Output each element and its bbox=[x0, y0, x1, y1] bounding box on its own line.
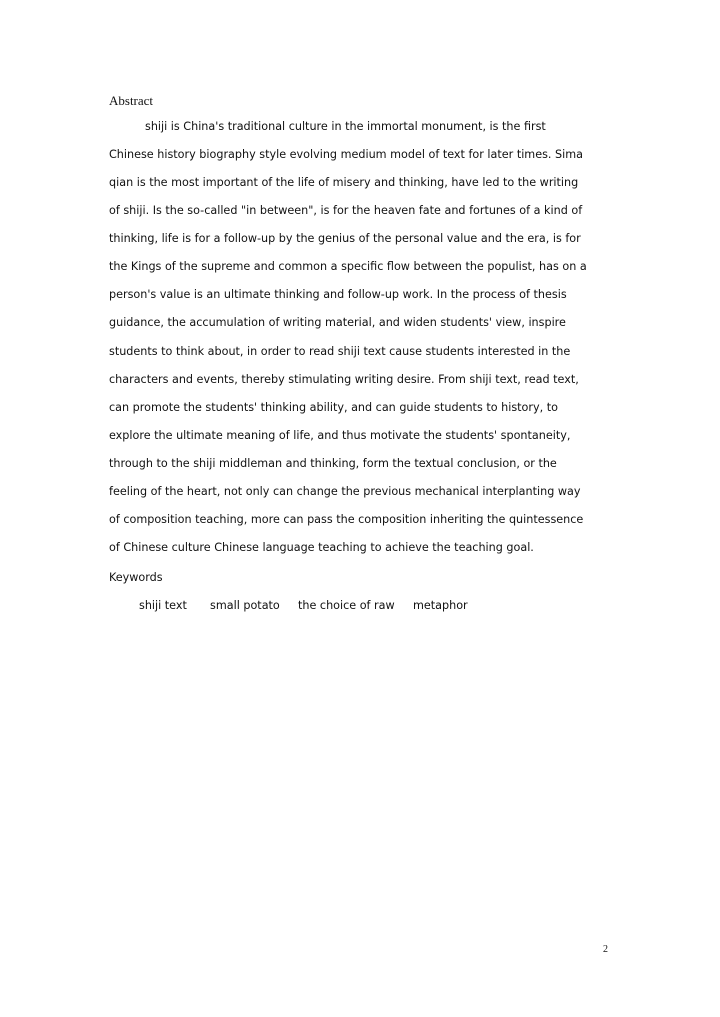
keyword-item: metaphor bbox=[413, 599, 468, 612]
keyword-item: the choice of raw bbox=[298, 599, 395, 612]
abstract-line: thinking, life is for a follow-up by the genius of the personal value and the era, is for bbox=[109, 232, 581, 245]
keywords-heading: Keywords bbox=[109, 571, 163, 584]
abstract-line: students to think about, in order to read shiji text cause students interested in the bbox=[109, 345, 571, 358]
abstract-line: through to the shiji middleman and thinking, form the textual conclusion, or the bbox=[109, 457, 557, 470]
abstract-line: explore the ultimate meaning of life, and thus motivate the students' spontaneity, bbox=[109, 429, 571, 442]
abstract-line: of Chinese culture Chinese language teaching to achieve the teaching goal. bbox=[109, 541, 534, 554]
keyword-item: small potato bbox=[210, 599, 280, 612]
abstract-line: of composition teaching, more can pass the composition inheriting the quintessence bbox=[109, 513, 584, 526]
abstract-line: guidance, the accumulation of writing material, and widen students' view, inspire bbox=[109, 316, 566, 329]
keyword-item: shiji text bbox=[139, 599, 187, 612]
abstract-heading: Abstract bbox=[109, 93, 154, 108]
abstract-line: shiji is China's traditional culture in the immortal monument, is the first bbox=[145, 120, 546, 133]
abstract-line: the Kings of the supreme and common a specific flow between the populist, has on a bbox=[109, 260, 587, 273]
abstract-line: qian is the most important of the life of misery and thinking, have led to the writing bbox=[109, 176, 579, 189]
abstract-line: can promote the students' thinking ability, and can guide students to history, to bbox=[109, 401, 558, 414]
abstract-line: of shiji. Is the so-called "in between", is for the heaven fate and fortunes of a kind of bbox=[109, 204, 583, 217]
abstract-line: characters and events, thereby stimulating writing desire. From shiji text, read text, bbox=[109, 373, 579, 386]
abstract-line: person's value is an ultimate thinking and follow-up work. In the process of thesis bbox=[109, 288, 567, 301]
abstract-line: feeling of the heart, not only can change the previous mechanical interplanting way bbox=[109, 485, 581, 498]
page-number: 2 bbox=[603, 944, 608, 955]
abstract-line: Chinese history biography style evolving medium model of text for later times. Sima bbox=[109, 148, 583, 161]
